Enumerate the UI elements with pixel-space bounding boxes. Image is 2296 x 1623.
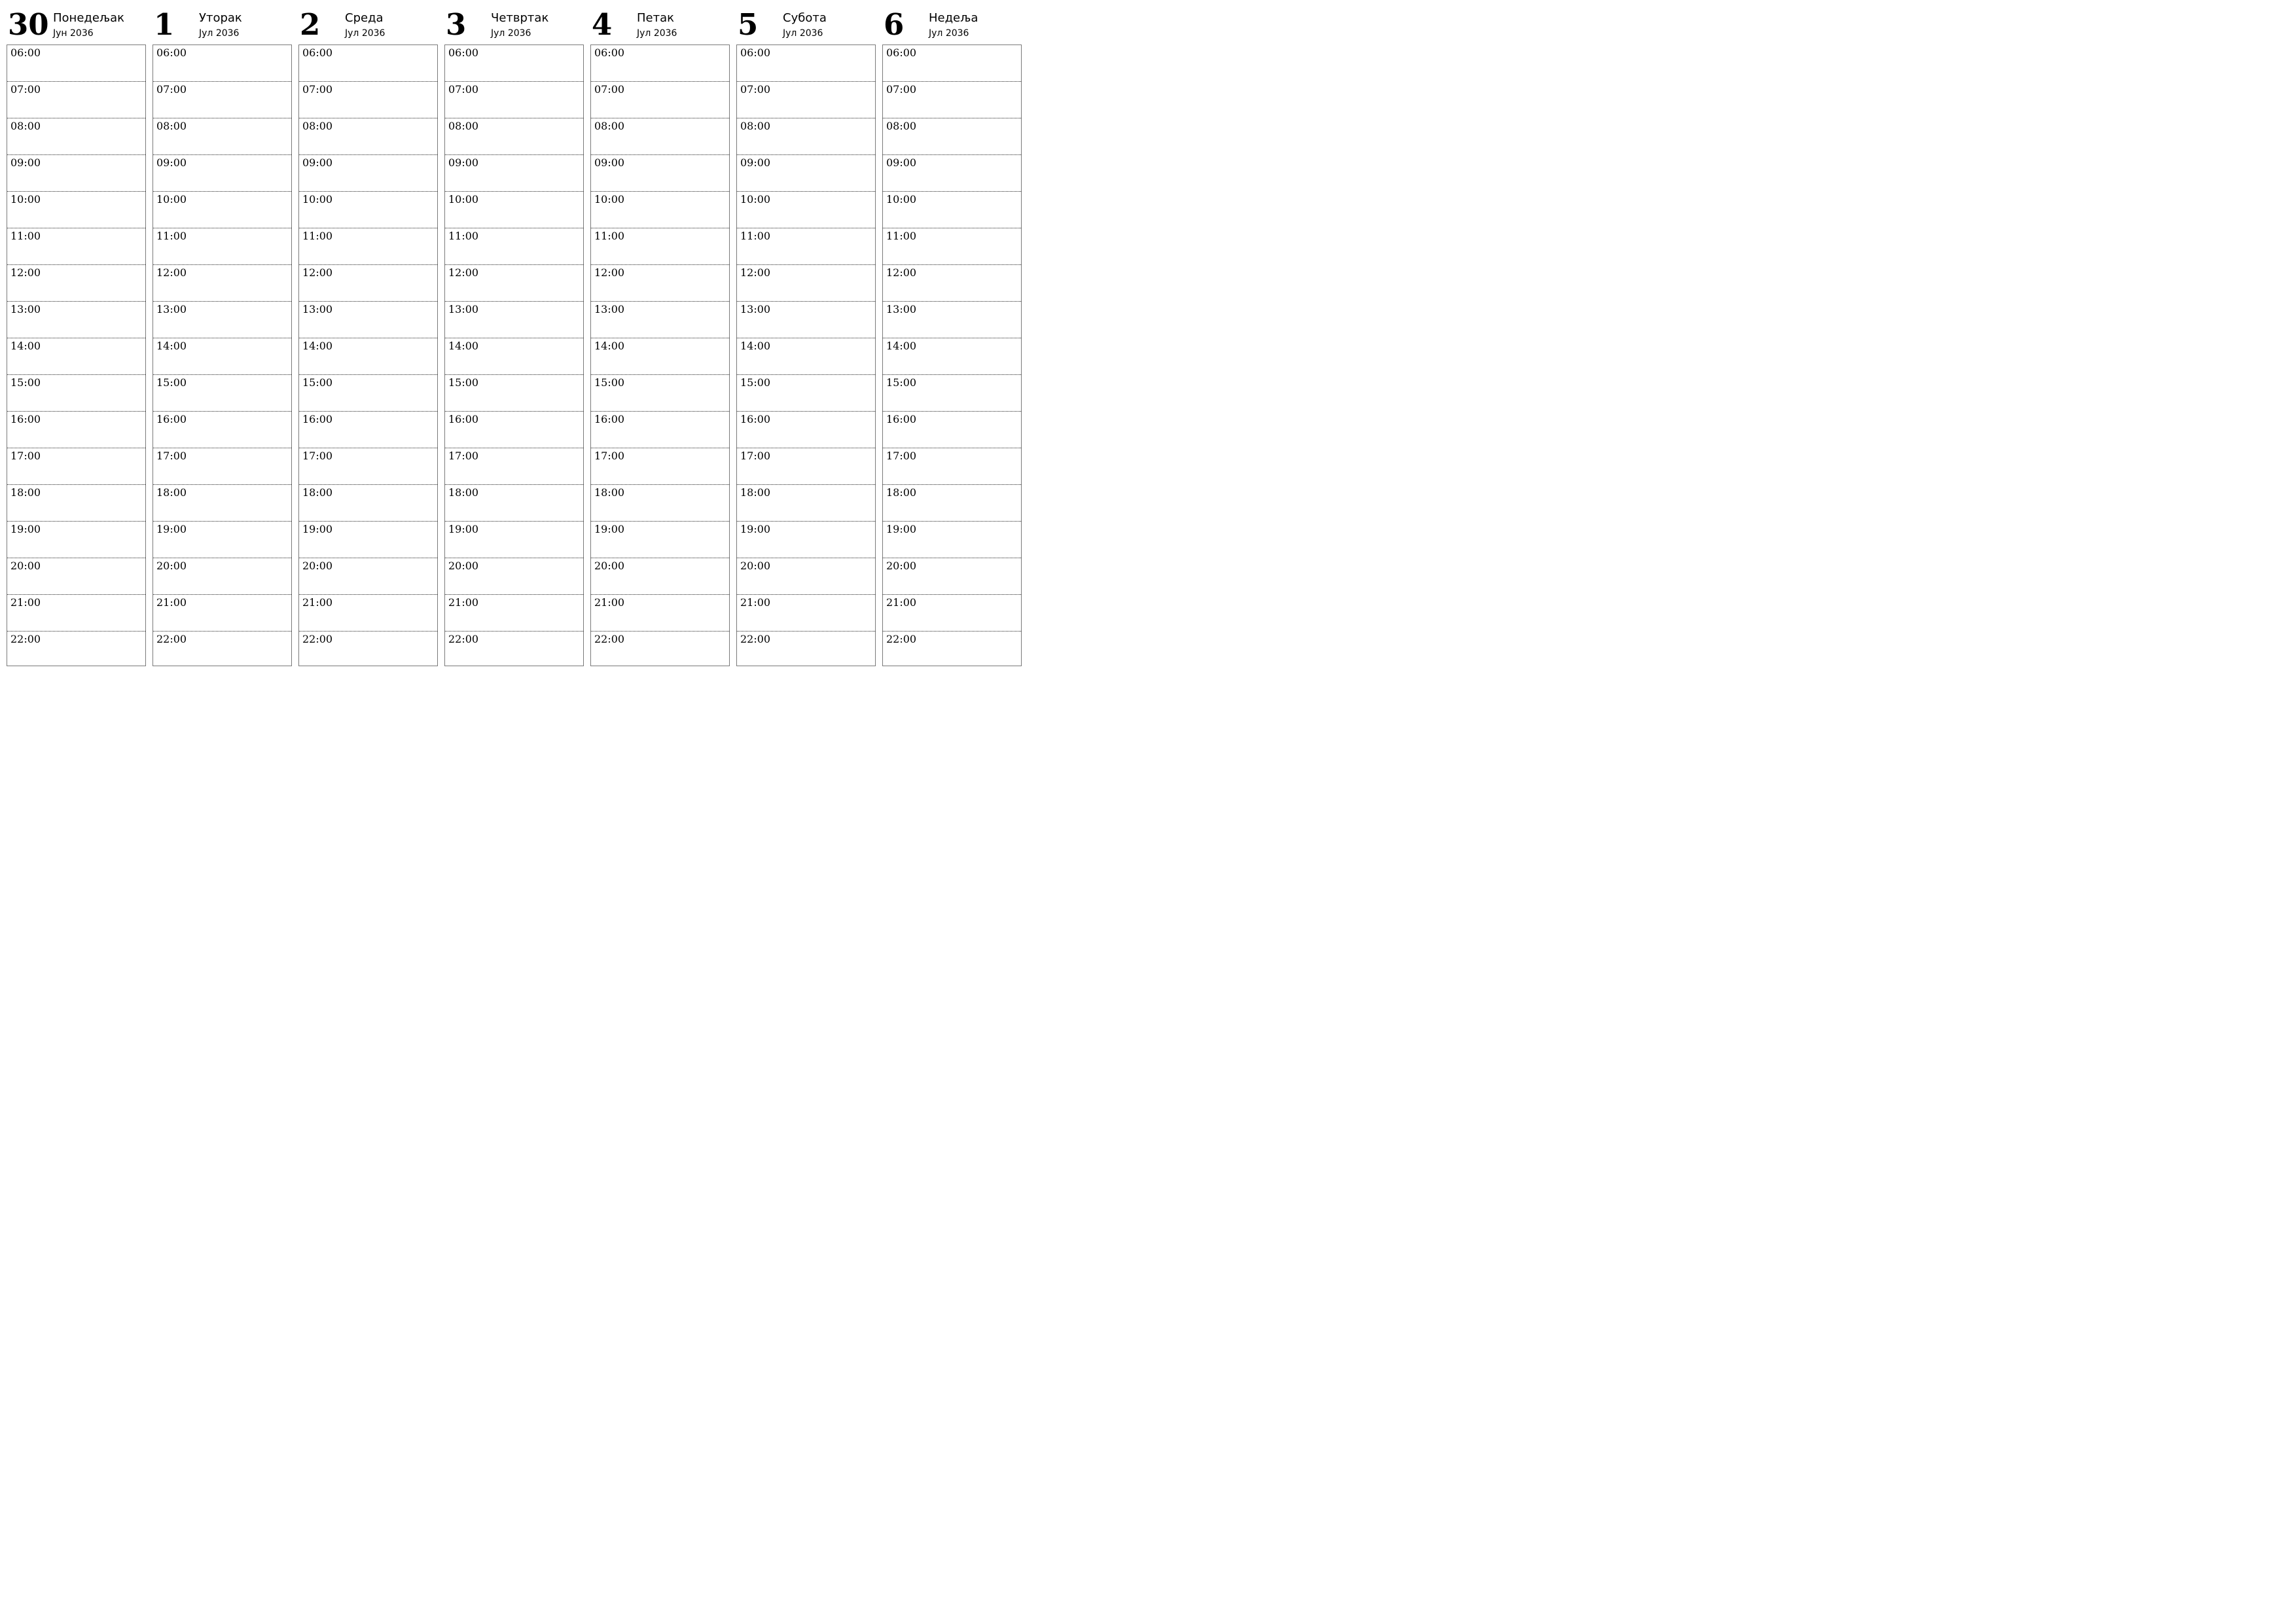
time-slot[interactable] (7, 375, 145, 412)
time-slot[interactable] (591, 338, 729, 375)
day-name: Петак (637, 11, 674, 25)
time-slot[interactable] (7, 82, 145, 118)
time-label: 21:00 (10, 596, 41, 609)
time-slot[interactable] (153, 45, 291, 82)
time-label: 18:00 (886, 486, 917, 499)
time-slot[interactable] (883, 302, 1021, 338)
time-label: 13:00 (740, 303, 771, 315)
time-slot[interactable] (153, 375, 291, 412)
time-slot[interactable] (299, 45, 437, 82)
time-slot[interactable] (7, 448, 145, 485)
time-label: 22:00 (740, 633, 771, 645)
time-label: 16:00 (10, 413, 41, 425)
day-column (298, 0, 438, 666)
time-label: 06:00 (302, 46, 333, 59)
time-label: 08:00 (302, 120, 333, 132)
day-header (152, 0, 292, 45)
time-slot[interactable] (445, 448, 583, 485)
time-slot[interactable] (153, 485, 291, 522)
time-label: 19:00 (594, 523, 625, 535)
time-label: 13:00 (156, 303, 187, 315)
time-label: 18:00 (302, 486, 333, 499)
time-label: 22:00 (10, 633, 41, 645)
time-label: 08:00 (594, 120, 625, 132)
time-label: 20:00 (594, 560, 625, 572)
time-slot[interactable] (883, 228, 1021, 265)
time-label: 15:00 (156, 376, 187, 389)
time-slot[interactable] (591, 155, 729, 192)
time-slot[interactable] (883, 45, 1021, 82)
time-label: 06:00 (156, 46, 187, 59)
time-slot[interactable] (591, 595, 729, 632)
day-number: 5 (738, 7, 759, 42)
time-slot[interactable] (883, 338, 1021, 375)
day-name: Понедељак (53, 11, 125, 25)
time-slot[interactable] (591, 558, 729, 595)
time-slot[interactable] (445, 82, 583, 118)
time-label: 13:00 (10, 303, 41, 315)
time-slot[interactable] (153, 265, 291, 302)
time-label: 21:00 (886, 596, 917, 609)
time-label: 22:00 (156, 633, 187, 645)
time-label: 11:00 (448, 230, 479, 242)
time-slot[interactable] (591, 302, 729, 338)
day-column (882, 0, 1022, 666)
time-label: 16:00 (594, 413, 625, 425)
time-slot[interactable] (7, 228, 145, 265)
time-slot[interactable] (737, 448, 875, 485)
time-label: 16:00 (448, 413, 479, 425)
time-label: 20:00 (302, 560, 333, 572)
time-slot[interactable] (153, 595, 291, 632)
time-slot[interactable] (153, 448, 291, 485)
time-label: 14:00 (740, 340, 771, 352)
time-slot[interactable] (153, 522, 291, 558)
time-label: 18:00 (740, 486, 771, 499)
time-slot[interactable] (7, 118, 145, 155)
time-label: 18:00 (156, 486, 187, 499)
time-label: 15:00 (10, 376, 41, 389)
time-slot[interactable] (591, 375, 729, 412)
day-month: Јул 2036 (783, 28, 823, 39)
time-label: 17:00 (886, 450, 917, 462)
time-label: 15:00 (740, 376, 771, 389)
time-label: 14:00 (594, 340, 625, 352)
day-schedule-box (152, 45, 292, 666)
time-label: 10:00 (302, 193, 333, 205)
time-slot[interactable] (737, 228, 875, 265)
time-slot[interactable] (883, 412, 1021, 448)
time-label: 17:00 (594, 450, 625, 462)
time-slot[interactable] (153, 558, 291, 595)
time-label: 06:00 (10, 46, 41, 59)
day-header (736, 0, 876, 45)
time-label: 20:00 (10, 560, 41, 572)
day-header (444, 0, 584, 45)
time-label: 11:00 (302, 230, 333, 242)
time-slot[interactable] (445, 338, 583, 375)
time-label: 17:00 (156, 450, 187, 462)
day-column (590, 0, 730, 666)
time-slot[interactable] (591, 45, 729, 82)
time-slot[interactable] (445, 632, 583, 668)
day-number: 4 (592, 7, 613, 42)
time-label: 12:00 (10, 266, 41, 279)
time-slot[interactable] (153, 302, 291, 338)
time-label: 08:00 (886, 120, 917, 132)
time-slot[interactable] (299, 522, 437, 558)
time-slot[interactable] (445, 228, 583, 265)
time-slot[interactable] (445, 485, 583, 522)
time-label: 15:00 (886, 376, 917, 389)
weekly-planner (7, 0, 1020, 666)
day-column (152, 0, 292, 666)
time-label: 10:00 (156, 193, 187, 205)
time-slot[interactable] (591, 632, 729, 668)
time-slot[interactable] (737, 412, 875, 448)
time-label: 07:00 (594, 83, 625, 96)
time-label: 17:00 (302, 450, 333, 462)
day-name: Субота (783, 11, 827, 25)
time-slot[interactable] (883, 375, 1021, 412)
time-slot[interactable] (445, 45, 583, 82)
time-label: 14:00 (302, 340, 333, 352)
time-slot[interactable] (153, 412, 291, 448)
time-label: 11:00 (10, 230, 41, 242)
time-slot[interactable] (7, 265, 145, 302)
time-slot[interactable] (299, 485, 437, 522)
time-label: 07:00 (156, 83, 187, 96)
time-slot[interactable] (883, 485, 1021, 522)
day-name: Уторак (199, 11, 242, 25)
time-label: 08:00 (10, 120, 41, 132)
time-slot[interactable] (591, 448, 729, 485)
time-label: 13:00 (594, 303, 625, 315)
day-month: Јул 2036 (491, 28, 531, 39)
time-slot[interactable] (299, 302, 437, 338)
day-number: 1 (154, 7, 175, 42)
time-label: 09:00 (302, 156, 333, 169)
time-label: 21:00 (156, 596, 187, 609)
day-month: Јун 2036 (53, 28, 94, 39)
day-header (298, 0, 438, 45)
time-label: 09:00 (594, 156, 625, 169)
time-slot[interactable] (737, 155, 875, 192)
time-label: 22:00 (594, 633, 625, 645)
day-header (590, 0, 730, 45)
time-slot[interactable] (153, 82, 291, 118)
time-slot[interactable] (591, 485, 729, 522)
time-slot[interactable] (883, 82, 1021, 118)
time-slot[interactable] (299, 338, 437, 375)
day-column (444, 0, 584, 666)
time-slot[interactable] (883, 448, 1021, 485)
time-slot[interactable] (299, 595, 437, 632)
time-slot[interactable] (883, 632, 1021, 668)
time-slot[interactable] (445, 118, 583, 155)
time-label: 09:00 (10, 156, 41, 169)
time-slot[interactable] (7, 45, 145, 82)
time-slot[interactable] (737, 45, 875, 82)
time-label: 17:00 (448, 450, 479, 462)
time-slot[interactable] (591, 118, 729, 155)
time-slot[interactable] (591, 192, 729, 228)
time-label: 12:00 (594, 266, 625, 279)
time-label: 17:00 (10, 450, 41, 462)
day-month: Јул 2036 (199, 28, 240, 39)
time-slot[interactable] (299, 375, 437, 412)
time-label: 09:00 (156, 156, 187, 169)
time-label: 22:00 (302, 633, 333, 645)
time-slot[interactable] (445, 192, 583, 228)
time-slot[interactable] (445, 375, 583, 412)
time-slot[interactable] (445, 595, 583, 632)
time-slot[interactable] (737, 338, 875, 375)
time-label: 13:00 (886, 303, 917, 315)
time-slot[interactable] (153, 338, 291, 375)
time-label: 20:00 (448, 560, 479, 572)
time-slot[interactable] (7, 192, 145, 228)
time-label: 09:00 (886, 156, 917, 169)
time-slot[interactable] (737, 118, 875, 155)
time-label: 15:00 (448, 376, 479, 389)
time-label: 06:00 (448, 46, 479, 59)
time-slot[interactable] (591, 522, 729, 558)
time-label: 12:00 (302, 266, 333, 279)
time-slot[interactable] (445, 302, 583, 338)
time-slot[interactable] (299, 192, 437, 228)
time-slot[interactable] (737, 522, 875, 558)
time-slot[interactable] (737, 632, 875, 668)
time-label: 19:00 (886, 523, 917, 535)
time-label: 16:00 (740, 413, 771, 425)
time-label: 16:00 (886, 413, 917, 425)
time-label: 10:00 (10, 193, 41, 205)
time-label: 12:00 (156, 266, 187, 279)
time-label: 19:00 (10, 523, 41, 535)
time-slot[interactable] (7, 595, 145, 632)
time-label: 11:00 (156, 230, 187, 242)
time-slot[interactable] (445, 522, 583, 558)
time-label: 07:00 (740, 83, 771, 96)
time-slot[interactable] (299, 412, 437, 448)
time-slot[interactable] (737, 82, 875, 118)
time-label: 10:00 (594, 193, 625, 205)
time-label: 07:00 (886, 83, 917, 96)
time-label: 12:00 (886, 266, 917, 279)
time-label: 06:00 (740, 46, 771, 59)
day-number: 30 (8, 7, 49, 42)
time-slot[interactable] (737, 485, 875, 522)
time-label: 14:00 (156, 340, 187, 352)
time-label: 10:00 (886, 193, 917, 205)
day-name: Среда (345, 11, 384, 25)
day-schedule-box (7, 45, 146, 666)
day-column (736, 0, 876, 666)
time-slot[interactable] (153, 632, 291, 668)
time-label: 13:00 (302, 303, 333, 315)
time-slot[interactable] (299, 82, 437, 118)
time-label: 17:00 (740, 450, 771, 462)
time-label: 07:00 (448, 83, 479, 96)
day-schedule-box (590, 45, 730, 666)
time-label: 14:00 (448, 340, 479, 352)
time-slot[interactable] (737, 192, 875, 228)
time-slot[interactable] (737, 558, 875, 595)
time-label: 06:00 (886, 46, 917, 59)
day-number: 2 (300, 7, 321, 42)
day-header (7, 0, 146, 45)
time-slot[interactable] (153, 118, 291, 155)
time-label: 11:00 (740, 230, 771, 242)
time-slot[interactable] (737, 595, 875, 632)
time-slot[interactable] (7, 302, 145, 338)
time-label: 09:00 (448, 156, 479, 169)
time-label: 08:00 (156, 120, 187, 132)
time-label: 10:00 (740, 193, 771, 205)
time-label: 10:00 (448, 193, 479, 205)
time-label: 11:00 (594, 230, 625, 242)
time-slot[interactable] (299, 448, 437, 485)
time-slot[interactable] (445, 265, 583, 302)
time-slot[interactable] (299, 228, 437, 265)
time-label: 12:00 (740, 266, 771, 279)
time-label: 18:00 (448, 486, 479, 499)
time-label: 14:00 (10, 340, 41, 352)
time-label: 21:00 (448, 596, 479, 609)
time-label: 08:00 (740, 120, 771, 132)
time-slot[interactable] (7, 522, 145, 558)
time-slot[interactable] (7, 412, 145, 448)
time-slot[interactable] (7, 558, 145, 595)
day-schedule-box (736, 45, 876, 666)
time-slot[interactable] (445, 155, 583, 192)
day-schedule-box (444, 45, 584, 666)
time-label: 18:00 (594, 486, 625, 499)
time-slot[interactable] (883, 558, 1021, 595)
day-header (882, 0, 1022, 45)
day-column (7, 0, 146, 666)
time-slot[interactable] (7, 155, 145, 192)
time-slot[interactable] (737, 265, 875, 302)
time-label: 16:00 (302, 413, 333, 425)
time-slot[interactable] (153, 155, 291, 192)
time-slot[interactable] (153, 228, 291, 265)
time-slot[interactable] (591, 412, 729, 448)
time-label: 20:00 (156, 560, 187, 572)
time-slot[interactable] (299, 118, 437, 155)
time-label: 20:00 (886, 560, 917, 572)
day-number: 3 (446, 7, 467, 42)
time-label: 09:00 (740, 156, 771, 169)
time-label: 11:00 (886, 230, 917, 242)
time-label: 12:00 (448, 266, 479, 279)
time-label: 22:00 (448, 633, 479, 645)
time-label: 21:00 (302, 596, 333, 609)
time-label: 21:00 (594, 596, 625, 609)
time-slot[interactable] (883, 192, 1021, 228)
day-schedule-box (298, 45, 438, 666)
time-slot[interactable] (7, 485, 145, 522)
time-label: 15:00 (302, 376, 333, 389)
time-label: 16:00 (156, 413, 187, 425)
time-label: 19:00 (302, 523, 333, 535)
time-slot[interactable] (299, 155, 437, 192)
time-slot[interactable] (737, 302, 875, 338)
time-slot[interactable] (883, 155, 1021, 192)
time-label: 08:00 (448, 120, 479, 132)
time-label: 15:00 (594, 376, 625, 389)
time-slot[interactable] (445, 412, 583, 448)
time-slot[interactable] (299, 265, 437, 302)
time-slot[interactable] (883, 522, 1021, 558)
day-schedule-box (882, 45, 1022, 666)
time-label: 22:00 (886, 633, 917, 645)
day-name: Четвртак (491, 11, 549, 25)
time-label: 19:00 (740, 523, 771, 535)
day-month: Јул 2036 (345, 28, 386, 39)
time-label: 06:00 (594, 46, 625, 59)
day-name: Недеља (929, 11, 978, 25)
time-slot[interactable] (299, 632, 437, 668)
time-slot[interactable] (591, 228, 729, 265)
time-label: 13:00 (448, 303, 479, 315)
day-number: 6 (884, 7, 905, 42)
time-label: 20:00 (740, 560, 771, 572)
time-slot[interactable] (883, 265, 1021, 302)
time-slot[interactable] (7, 338, 145, 375)
time-label: 21:00 (740, 596, 771, 609)
time-slot[interactable] (7, 632, 145, 668)
time-slot[interactable] (299, 558, 437, 595)
day-month: Јул 2036 (637, 28, 677, 39)
day-month: Јул 2036 (929, 28, 969, 39)
time-slot[interactable] (591, 82, 729, 118)
time-label: 19:00 (448, 523, 479, 535)
time-slot[interactable] (591, 265, 729, 302)
time-label: 19:00 (156, 523, 187, 535)
time-slot[interactable] (737, 375, 875, 412)
time-label: 18:00 (10, 486, 41, 499)
time-slot[interactable] (883, 118, 1021, 155)
time-label: 07:00 (302, 83, 333, 96)
time-slot[interactable] (445, 558, 583, 595)
time-slot[interactable] (883, 595, 1021, 632)
time-label: 07:00 (10, 83, 41, 96)
time-slot[interactable] (153, 192, 291, 228)
time-label: 14:00 (886, 340, 917, 352)
